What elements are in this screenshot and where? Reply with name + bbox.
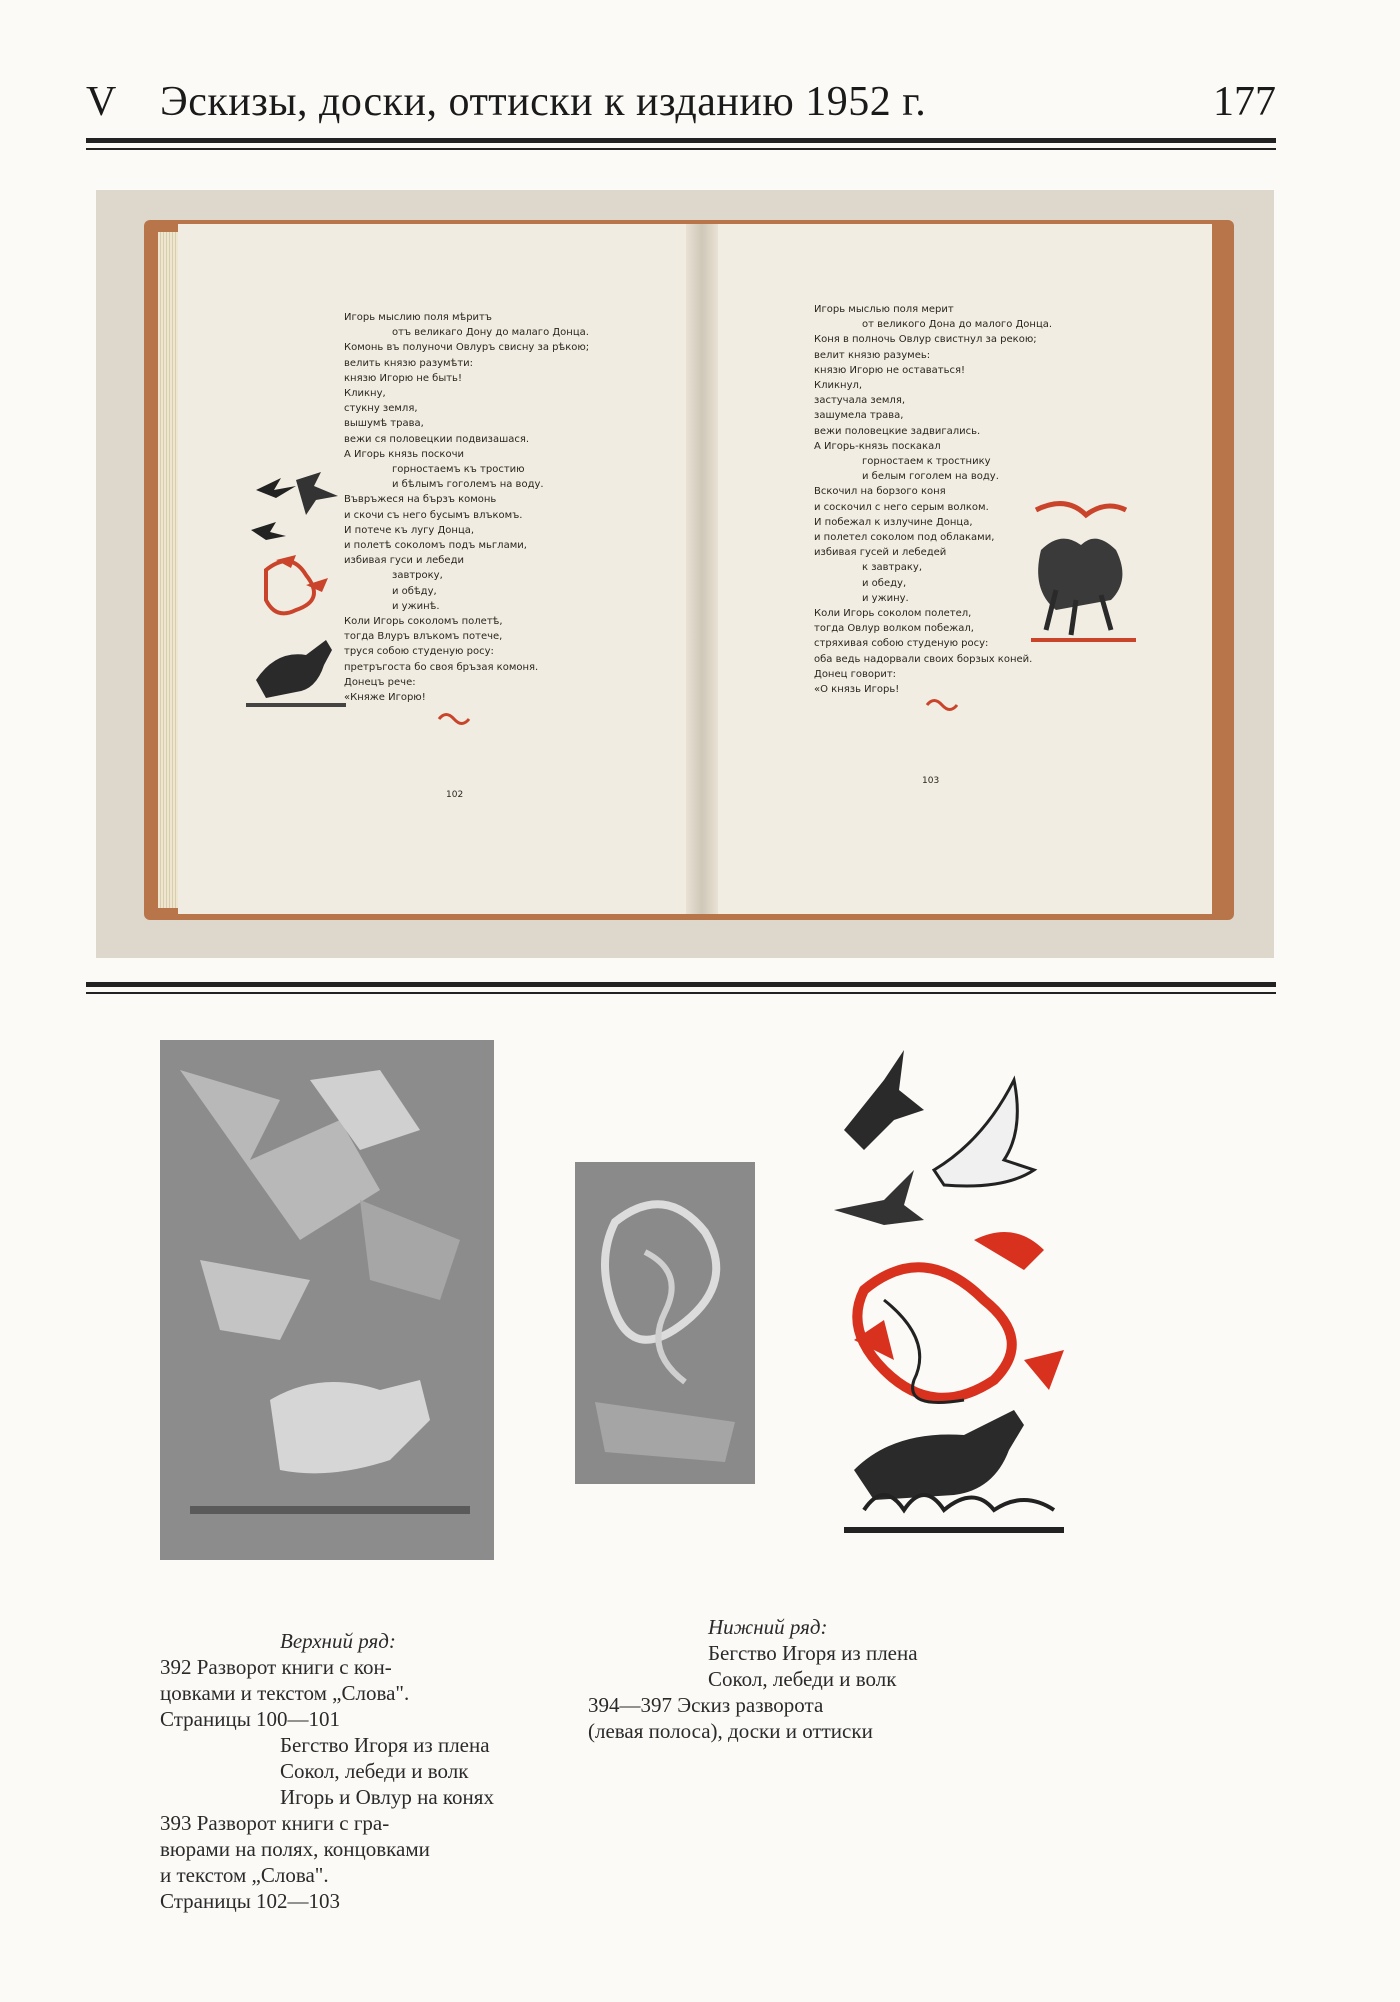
- caption-line: Страницы 100—101: [160, 1707, 341, 1731]
- mid-rule: [86, 982, 1276, 994]
- right-page-line: от великого Дона до малого Донца.: [862, 319, 1053, 331]
- left-page-line: князю Игорю не быть!: [344, 372, 462, 384]
- caption-line: 393 Разворот книги с гра-: [160, 1811, 390, 1835]
- margin-illustration-riders: [1016, 490, 1146, 670]
- right-page-line: застучала земля,: [814, 395, 906, 407]
- right-page-number: 103: [922, 776, 940, 786]
- left-page-line: и полетѣ соколомъ подъ мьглами,: [344, 540, 527, 552]
- left-page-line: и обѣду,: [392, 585, 437, 597]
- woodblock-carving-ornament: [575, 1162, 755, 1484]
- left-page-line: Донецъ рече:: [344, 676, 416, 688]
- right-page-line: горностаем к тростнику: [862, 456, 991, 468]
- right-page-line: и обеду,: [862, 577, 907, 589]
- caption-line: 392 Разворот книги с кон-: [160, 1655, 392, 1679]
- woodblock-small: [575, 1162, 755, 1484]
- right-page-line: и соскочил с него серым волком.: [814, 501, 989, 513]
- right-page-line: И побежал к излучине Донца,: [814, 516, 973, 528]
- left-page-line: Кликну,: [344, 388, 386, 400]
- right-page-line: избивая гусей и лебедей: [814, 547, 947, 559]
- left-page-line: «Княже Игорю!: [344, 692, 426, 704]
- caption-lower-row: [588, 1614, 1048, 1744]
- caption-line: (левая полоса), доски и оттиски: [588, 1719, 873, 1743]
- margin-illustration-falcon-swans-wolf: [236, 460, 356, 760]
- right-page-line: А Игорь-князь поскакал: [814, 440, 941, 452]
- right-page-line: и белым гоголем на воду.: [862, 471, 999, 483]
- left-page-line: вежи ся половецкии подвизашася.: [344, 433, 530, 445]
- page-header: [86, 78, 1276, 128]
- caption-line: Сокол, лебеди и волк: [280, 1759, 469, 1783]
- caption-upper-lines: [160, 1654, 580, 1914]
- caption-line: и текстом „Слова".: [160, 1863, 329, 1887]
- caption-line: Игорь и Овлур на конях: [280, 1785, 494, 1809]
- left-page-line: И потече къ лугу Донца,: [344, 524, 475, 536]
- caption-line: Бегство Игоря из плена: [280, 1733, 490, 1757]
- header-rule: [86, 138, 1276, 150]
- left-page-line: и бѣлымъ гоголемъ на воду.: [392, 479, 544, 491]
- left-page-text: [344, 310, 589, 705]
- caption-line: 394—397 Эскиз разворота: [588, 1693, 824, 1717]
- right-page-line: Донец говорит:: [814, 668, 897, 680]
- caption-line: Страницы 102—103: [160, 1889, 341, 1913]
- right-page-line: велит князю разумеь:: [814, 349, 931, 361]
- caption-line: цовками и текстом „Слова".: [160, 1681, 410, 1705]
- caption-upper-row: [160, 1628, 580, 1914]
- left-page-line: завтроку,: [392, 570, 443, 582]
- right-page-line: Игорь мыслью поля мерит: [814, 304, 954, 315]
- left-page-line: Коли Игорь соколомъ полетѣ,: [344, 616, 503, 628]
- left-page-line: и скочи съ него бусымъ влъкомъ.: [344, 509, 523, 521]
- book-photo: [96, 190, 1274, 958]
- right-page-line: к завтраку,: [862, 562, 922, 574]
- right-page-line: «О князь Игорь!: [814, 684, 900, 696]
- woodblock-large: [160, 1040, 494, 1560]
- sketch-falcon-swans-wolf: [824, 1040, 1086, 1560]
- left-page-line: тогда Влуръ влъкомъ потече,: [344, 631, 503, 643]
- sketch-illustration: [824, 1040, 1086, 1560]
- left-page-line: горностаемъ къ тростию: [392, 464, 525, 476]
- left-page-line: вышумѣ трава,: [344, 418, 424, 430]
- right-page-line: оба ведь надорвали своих борзых коней.: [814, 653, 1033, 665]
- left-page-line: труся собою студеную росу:: [344, 646, 494, 658]
- section-number: V: [86, 79, 117, 125]
- left-page-line: А Игорь князь поскочи: [344, 448, 464, 460]
- right-page-line: князю Игорю не оставаться!: [814, 364, 966, 376]
- caption-upper-heading: Верхний ряд:: [280, 1629, 396, 1653]
- page-title: Эскизы, доски, оттиски к изданию 1952 г.: [160, 79, 927, 125]
- right-page-line: стряхивая собою студеную росу:: [814, 638, 989, 650]
- left-page-number: 102: [446, 790, 464, 800]
- right-page-line: и ужину.: [862, 592, 909, 604]
- right-page-line: тогда Овлур волком побежал,: [814, 623, 974, 635]
- left-page-line: отъ великаго Дону до малаго Донца.: [392, 327, 589, 339]
- caption-lower-lines: [588, 1640, 1048, 1744]
- left-page-line: Въвръжеся на бързъ комонь: [344, 494, 497, 506]
- right-endpiece-ornament: [922, 694, 962, 716]
- caption-lower-heading: Нижний ряд:: [708, 1615, 828, 1639]
- right-page-line: вежи половецкие задвигались.: [814, 425, 981, 437]
- left-page-line: велить князю разумѣти:: [344, 357, 474, 369]
- left-page-line: Комонь въ полуночи Овлуръ свисну за рѣкою;: [344, 342, 590, 354]
- book-gutter: [686, 224, 718, 914]
- caption-line: вюрами на полях, концовками: [160, 1837, 430, 1861]
- left-page-line: избивая гуси и лебеди: [344, 555, 464, 567]
- woodblock-carving-birds-wolf: [160, 1040, 494, 1560]
- right-page-line: Вскочил на борзого коня: [814, 486, 946, 498]
- left-page-line: Игорь мыслию поля мѣритъ: [344, 312, 492, 323]
- right-page-line: Коня в полночь Овлур свистнул за рекою;: [814, 334, 1037, 346]
- right-page-line: зашумела трава,: [814, 410, 904, 422]
- right-page-line: Кликнул,: [814, 380, 863, 392]
- right-page-line: Коли Игорь соколом полетел,: [814, 608, 972, 620]
- caption-line: Бегство Игоря из плена: [708, 1641, 918, 1665]
- left-page-line: и ужинѣ.: [392, 600, 440, 612]
- left-page-line: претръгоста бо своя бръзая комоня.: [344, 661, 539, 673]
- caption-line: Сокол, лебеди и волк: [708, 1667, 897, 1691]
- left-endpiece-ornament: [434, 708, 474, 730]
- page-number: 177: [1213, 79, 1276, 125]
- page-edges: [158, 232, 180, 908]
- left-page-line: стукну земля,: [344, 403, 418, 415]
- right-page-line: и полетел соколом под облаками,: [814, 532, 995, 544]
